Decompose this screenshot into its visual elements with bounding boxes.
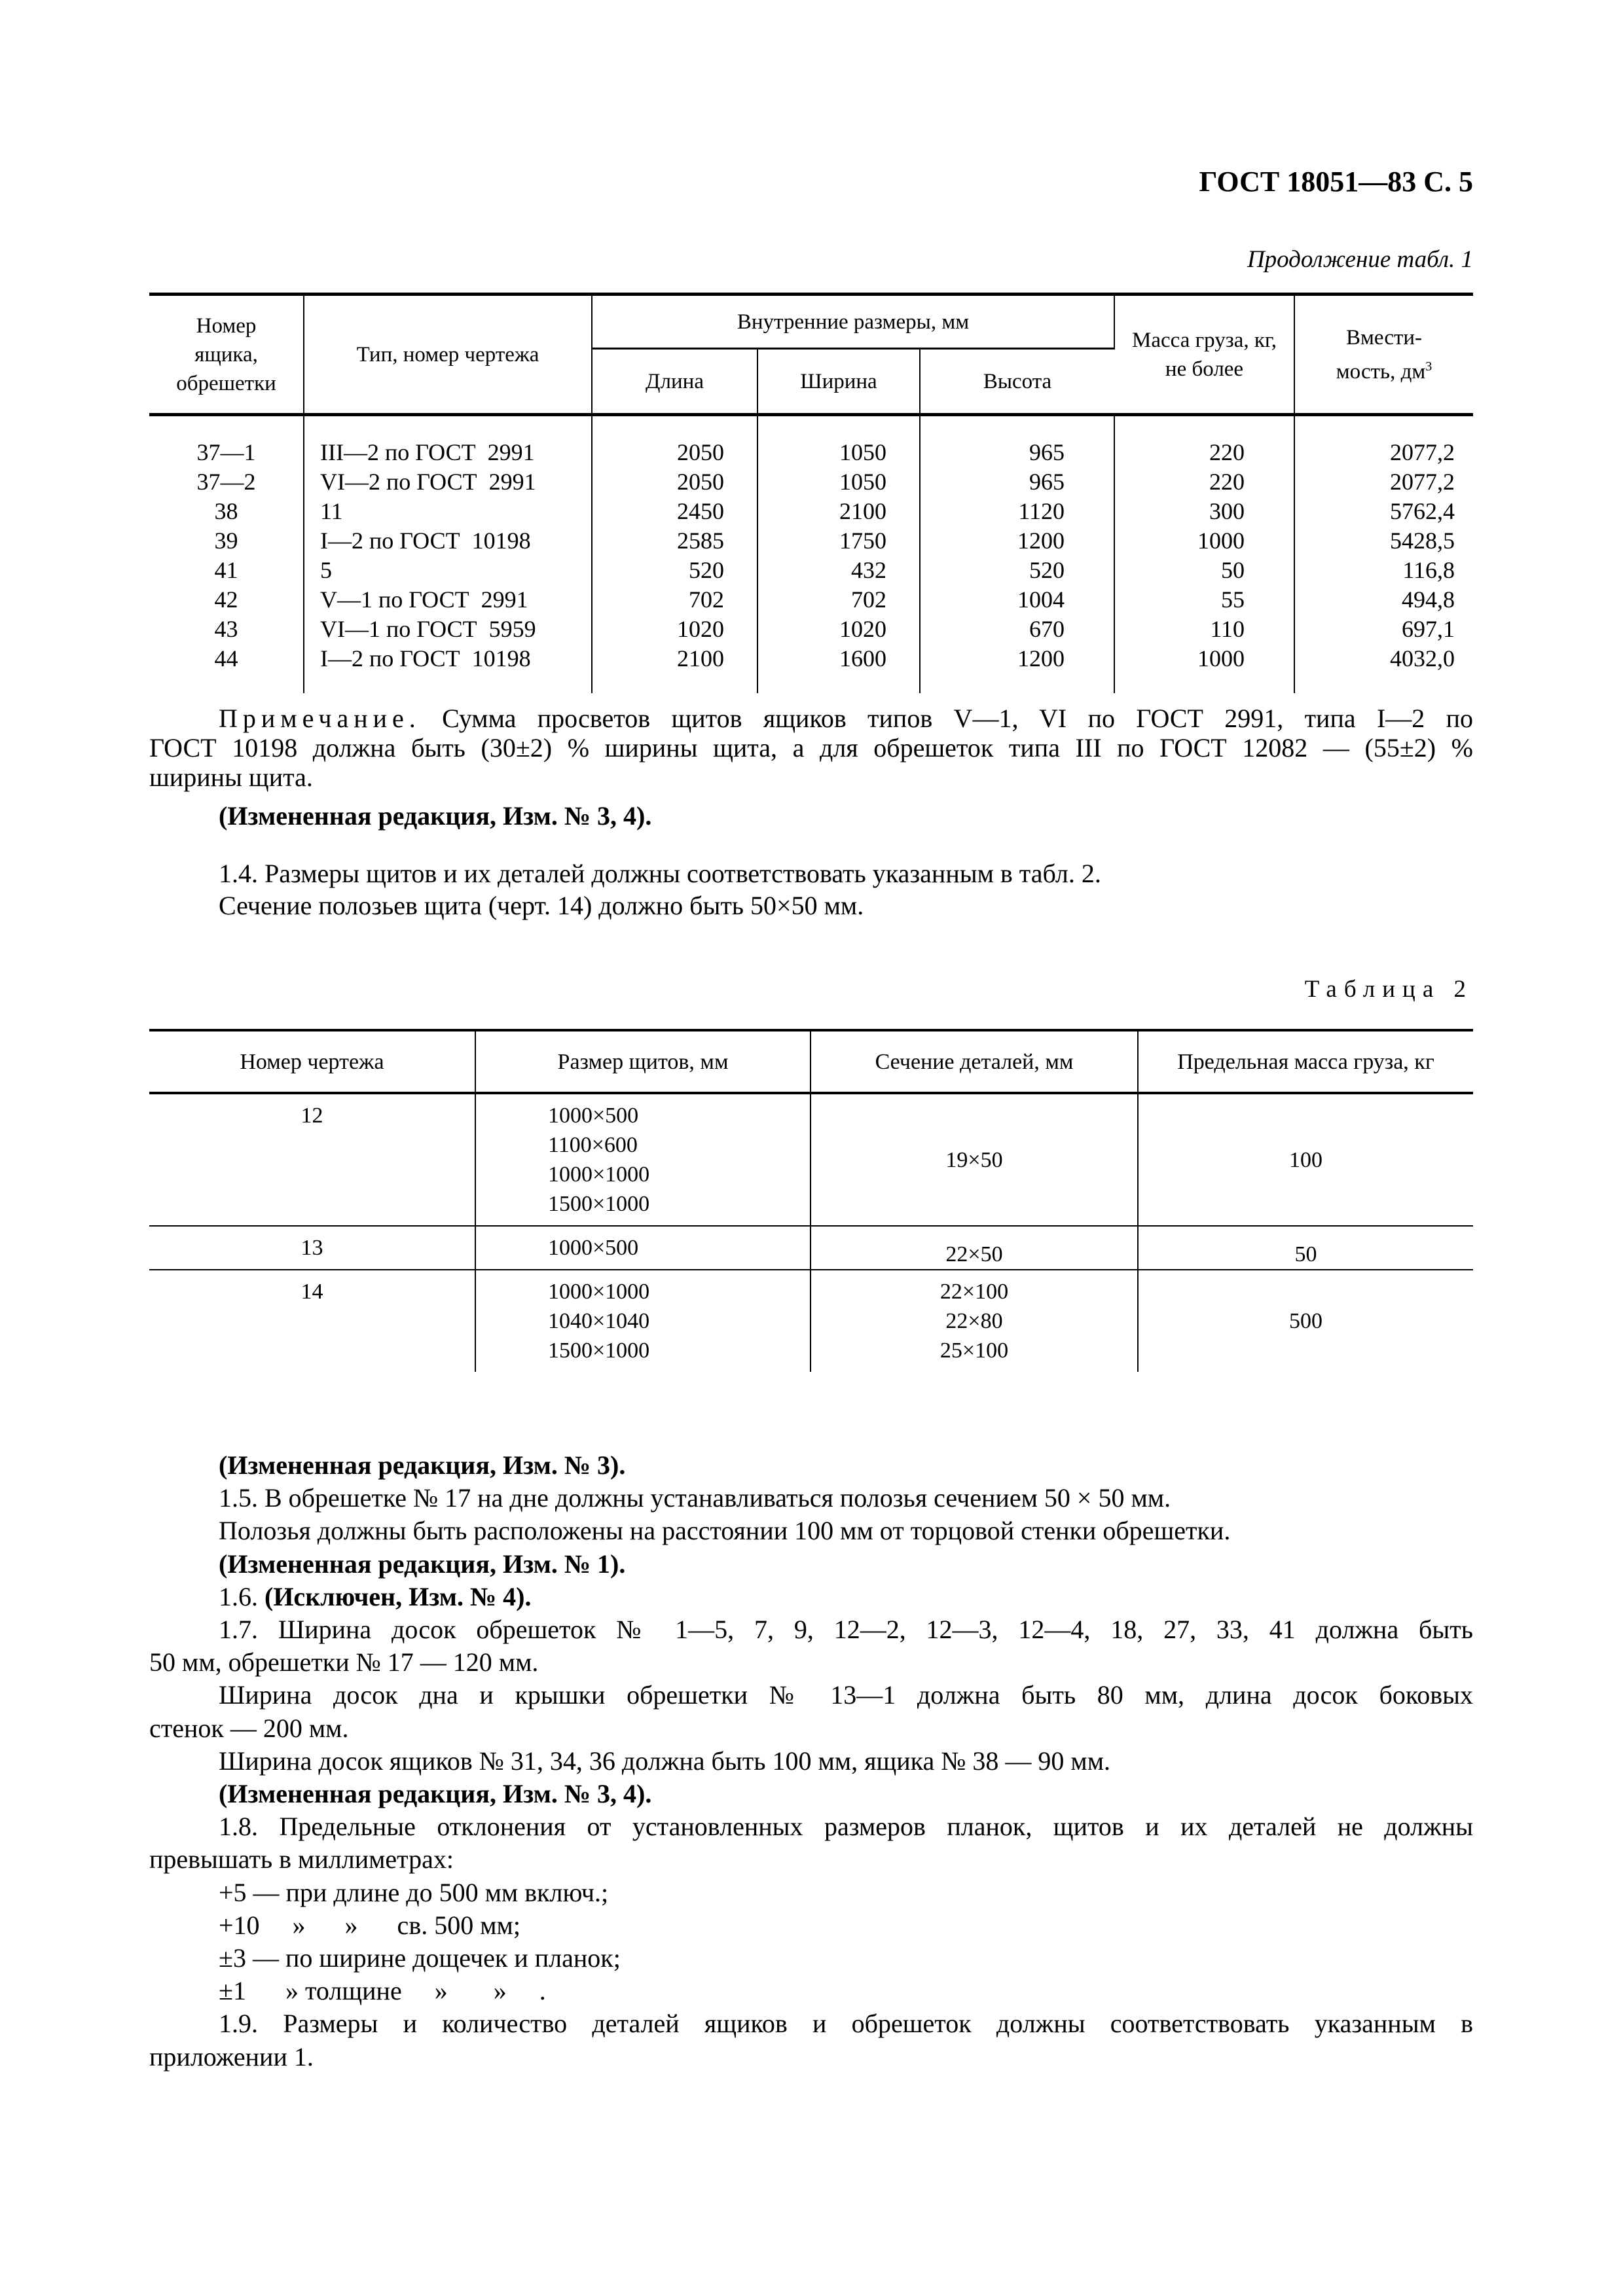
cell-height: 1200 [920, 526, 1114, 556]
text-line: 1.7. Ширина досок обрешеток № 1—5, 7, 9, 12—2, 12—3, 12—4, 18, 27, 33, 41 должна быть [219, 1615, 1473, 1644]
capacity-label: Вмести- мость, дм [1336, 325, 1426, 384]
note-label: Примечание. [219, 704, 421, 733]
cell-mass: 300 [1114, 497, 1294, 526]
text-line: 1.5. В обрешетке № 17 на дне должны устанавливаться полозья сечением 50 × 50 мм. [219, 1483, 1171, 1513]
header-mass: Масса груза, кг, не более [1114, 295, 1294, 415]
text-line: +10 » » св. 500 мм; [219, 1910, 520, 1940]
cell-height: 670 [920, 615, 1114, 644]
header-length: Длина [592, 349, 757, 415]
cell-part-sections [811, 1270, 1138, 1372]
cell-capacity: 5762,4 [1390, 497, 1455, 524]
table-row [149, 644, 1473, 673]
cell-drawing-type: 5 [304, 556, 592, 585]
cell-drawing-type: V—1 по ГОСТ 2991 [304, 585, 592, 615]
text-line: ±1 » толщине » » . [219, 1976, 546, 2006]
cell-width: 2100 [757, 497, 920, 526]
table-row [149, 467, 1473, 497]
cell-height: 965 [920, 467, 1114, 497]
cell-part-sections [811, 1226, 1138, 1270]
header-board-size: Размер щитов, мм [475, 1030, 811, 1093]
note-line-2: ГОСТ 10198 должна быть (30±2) % ширины щита, а для обрешеток типа III по ГОСТ 12082 — (55±2) % [149, 733, 1473, 762]
cell-drawing-type: 11 [304, 497, 592, 526]
table-row [149, 526, 1473, 556]
cell-mass: 220 [1114, 467, 1294, 497]
cell-capacity: 494,8 [1402, 586, 1455, 613]
page-header: ГОСТ 18051—83 С. 5 [1199, 166, 1473, 198]
cell-drawing-type: III—2 по ГОСТ 2991 [304, 438, 592, 467]
paragraph-1-4: 1.4. Размеры щитов и их деталей должны соответствовать указанным в табл. 2. [219, 859, 1101, 888]
cell-capacity: 5428,5 [1390, 527, 1455, 554]
header-width: Ширина [757, 349, 920, 415]
cell-board-sizes [475, 1093, 811, 1226]
cell-mass: 1000 [1114, 644, 1294, 673]
text-line: превышать в миллиметрах: [149, 1844, 454, 1874]
cell-width: 1750 [757, 526, 920, 556]
table-row [149, 585, 1473, 615]
table-1 [149, 293, 1473, 693]
cell-capacity: 2077,2 [1390, 468, 1455, 495]
text-line: стенок — 200 мм. [149, 1713, 349, 1743]
board-size: 1000×1000 [548, 1280, 650, 1304]
part-section: 19×50 [945, 1147, 1003, 1172]
cell-length: 2585 [592, 526, 757, 556]
cell-box-number: 37—1 [149, 438, 304, 467]
board-size: 1000×500 [548, 1103, 639, 1128]
cell-capacity: 116,8 [1402, 556, 1455, 583]
cell-length: 2100 [592, 644, 757, 673]
cell-drawing-type: VI—1 по ГОСТ 5959 [304, 615, 592, 644]
cell-length: 520 [592, 556, 757, 585]
cell-capacity: 697,1 [1402, 615, 1455, 642]
cell-box-number: 38 [149, 497, 304, 526]
part-section: 25×100 [939, 1338, 1009, 1363]
paragraph-1-4-section: Сечение полозьев щита (черт. 14) должно быть 50×50 мм. [219, 891, 864, 920]
cell-drawing-number: 13 [149, 1226, 475, 1270]
cell-length: 2050 [592, 467, 757, 497]
cell-drawing-type: VI—2 по ГОСТ 2991 [304, 467, 592, 497]
cell-max-load: 500 [1289, 1309, 1322, 1333]
cell-length: 1020 [592, 615, 757, 644]
cell-board-sizes [475, 1270, 811, 1372]
board-size: 1000×500 [548, 1236, 639, 1260]
cell-width: 702 [757, 585, 920, 615]
cell-height: 965 [920, 438, 1114, 467]
cell-drawing-number: 12 [149, 1093, 475, 1226]
cell-capacity: 2077,2 [1390, 439, 1455, 465]
text-line: приложении 1. [149, 2041, 314, 2072]
cell-mass: 1000 [1114, 526, 1294, 556]
cell-width: 1020 [757, 615, 920, 644]
cell-width: 1050 [757, 438, 920, 467]
board-size: 1000×1000 [548, 1162, 650, 1187]
table-row [149, 1226, 1473, 1270]
cell-mass: 110 [1114, 615, 1294, 644]
header-type: Тип, номер чертежа [304, 295, 592, 415]
text-line: Ширина досок дна и крышки обрешетки № 13—1 должна быть 80 мм, длина досок боковых [219, 1680, 1473, 1710]
table-row [149, 1093, 1473, 1226]
revision-note: (Измененная редакция, Изм. № 3, 4). [219, 801, 652, 831]
header-height: Высота [920, 349, 1114, 415]
text-line: (Измененная редакция, Изм. № 3). [219, 1450, 626, 1480]
table-2-caption: Таблица 2 [1304, 976, 1473, 1003]
cell-height: 1120 [920, 497, 1114, 526]
board-size: 1040×1040 [548, 1309, 650, 1333]
cell-drawing-number: 14 [149, 1270, 475, 1372]
part-section: 22×50 [945, 1242, 1003, 1266]
part-section: 22×80 [945, 1309, 1003, 1333]
note-line-1 [219, 702, 1473, 735]
excluded-note: (Исключен, Изм. № 4). [264, 1581, 532, 1611]
cell-drawing-type: I—2 по ГОСТ 10198 [304, 526, 592, 556]
cell-drawing-type: I—2 по ГОСТ 10198 [304, 644, 592, 673]
header-part-section: Сечение деталей, мм [811, 1030, 1138, 1093]
cell-length: 702 [592, 585, 757, 615]
cell-box-number: 39 [149, 526, 304, 556]
cell-length: 2050 [592, 438, 757, 467]
text-line: 1.9. Размеры и количество деталей ящиков и обрешеток должны соответствовать указанным в [219, 2009, 1473, 2039]
note-line-3: ширины щита. [149, 762, 313, 792]
table-row [149, 615, 1473, 644]
cell-mass: 50 [1114, 556, 1294, 585]
cell-box-number: 43 [149, 615, 304, 644]
text-line: Полозья должны быть расположены на расстоянии 100 мм от торцовой стенки обрешетки. [219, 1516, 1231, 1546]
cell-box-number: 42 [149, 585, 304, 615]
board-size: 1500×1000 [548, 1338, 650, 1363]
text-line: (Измененная редакция, Изм. № 3, 4). [219, 1779, 652, 1808]
cell-max-load: 50 [1294, 1242, 1317, 1266]
cell-box-number: 44 [149, 644, 304, 673]
cell-mass: 220 [1114, 438, 1294, 467]
text-line: +5 — при длине до 500 мм включ.; [219, 1877, 609, 1907]
cell-mass: 55 [1114, 585, 1294, 615]
cell-box-number: 41 [149, 556, 304, 585]
cell-box-number: 37—2 [149, 467, 304, 497]
table-row [149, 497, 1473, 526]
text-line [219, 1581, 1473, 1613]
text-line: 1.8. Предельные отклонения от установленных размеров планок, щитов и их деталей не должны [219, 1812, 1473, 1842]
cell-height: 520 [920, 556, 1114, 585]
table-continuation-label: Продолжение табл. 1 [1247, 246, 1473, 273]
table-row [149, 556, 1473, 585]
cell-board-sizes [475, 1226, 811, 1270]
note-text: Сумма просветов щитов ящиков типов V—1, VI по ГОСТ 2991, типа I—2 по [442, 704, 1474, 733]
header-drawing-number: Номер чертежа [149, 1030, 475, 1093]
table-2 [149, 1029, 1473, 1372]
header-inner-dimensions: Внутренние размеры, мм [592, 295, 1114, 349]
text-line: (Измененная редакция, Изм. № 1). [219, 1549, 626, 1579]
cell-length: 2450 [592, 497, 757, 526]
cell-width: 1600 [757, 644, 920, 673]
cell-part-sections [811, 1093, 1138, 1226]
cell-width: 432 [757, 556, 920, 585]
cell-max-load: 100 [1289, 1147, 1322, 1172]
table-row [149, 1270, 1473, 1372]
header-number: Номер ящика, обрешетки [149, 295, 304, 415]
board-size: 1500×1000 [548, 1192, 650, 1216]
paragraph-number: 1.6. [219, 1581, 258, 1611]
text-line: ±3 — по ширине дощечек и планок; [219, 1943, 621, 1973]
text-line: 50 мм, обрешетки № 17 — 120 мм. [149, 1647, 539, 1677]
part-section: 22×100 [939, 1280, 1009, 1304]
cell-height: 1004 [920, 585, 1114, 615]
capacity-sup: 3 [1425, 359, 1432, 374]
cell-capacity: 4032,0 [1390, 645, 1455, 672]
text-line: Ширина досок ящиков № 31, 34, 36 должна быть 100 мм, ящика № 38 — 90 мм. [219, 1746, 1111, 1776]
board-size: 1100×600 [548, 1133, 638, 1157]
cell-height: 1200 [920, 644, 1114, 673]
table-row [149, 438, 1473, 467]
header-capacity [1294, 295, 1473, 415]
header-max-load: Предельная масса груза, кг [1177, 1049, 1434, 1074]
cell-width: 1050 [757, 467, 920, 497]
